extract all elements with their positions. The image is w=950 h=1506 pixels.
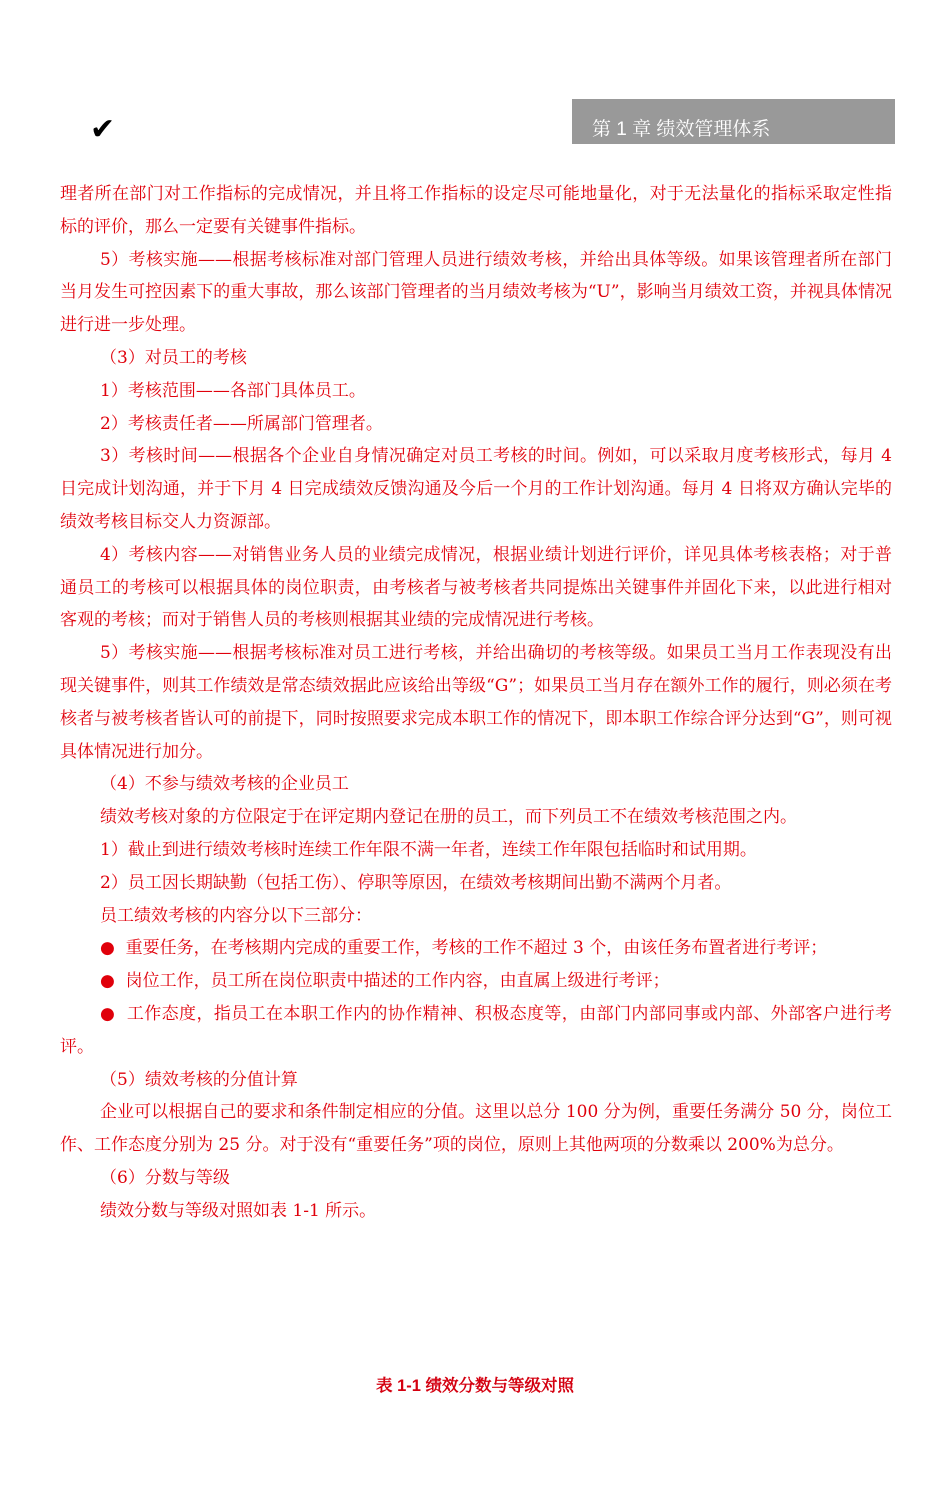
- paragraph: 企业可以根据自己的要求和条件制定相应的分值。这里以总分 100 分为例，重要任务满分 50 分，岗位工作、工作态度分别为 25 分。对于没有“重要任务”项的岗位，原则上其他两项的分数乘以 200%为总分。: [60, 1102, 892, 1156]
- paragraph: 4）考核内容——对销售业务人员的业绩完成情况，根据业绩计划进行评价，详见具体考核表格；对于普通员工的考核可以根据具体的岗位职责，由考核者与被考核者共同提炼出关键事件并固化下来，以此进行相对客观的考核；而对于销售人员的考核则根据其业绩的完成情况进行考核。: [60, 544, 892, 631]
- paragraph: 3）考核时间——根据各个企业自身情况确定对员工考核的时间。例如，可以采取月度考核形式，每月 4 日完成计划沟通，并于下月 4 日完成绩效反馈沟通及今后一个月的工作计划沟通。每月 4 日将双方确认完毕的绩效考核目标交人力资源部。: [60, 446, 892, 532]
- paragraph: 绩效考核对象的方位限定于在评定期内登记在册的员工，而下列员工不在绩效考核范围之内。: [100, 807, 797, 828]
- paragraph: 5）考核实施——根据考核标准对员工进行考核，并给出确切的考核等级。如果员工当月工作表现没有出现关键事件，则其工作绩效是常态绩效据此应该给出等级“G”；如果员工当月存在额外工作的履行，则必须在考核者与被考核者皆认可的前提下，同时按照要求完成本职工作的情况下，即本职工作综合评分达到“G”，则可视具体情况进行加分。: [60, 643, 892, 762]
- section-heading: （4）不参与绩效考核的企业员工: [100, 774, 349, 795]
- bullet-text: 岗位工作，员工所在岗位职责中描述的工作内容，由直属上级进行考评；: [125, 971, 670, 992]
- bullet-item: [60, 932, 892, 965]
- table-caption: 表 1-1 绩效分数与等级对照: [375, 1377, 575, 1395]
- paragraph: 绩效分数与等级对照如表 1-1 所示。: [100, 1200, 377, 1221]
- paragraph: 5）考核实施——根据考核标准对部门管理人员进行绩效考核，并给出具体等级。如果该管理者所在部门当月发生可控因素下的重大事故，那么该部门管理者的当月绩效考核为“U”，影响当月绩效工资，并视具体情况进行进一步处理。: [60, 249, 892, 336]
- bullet-icon: ●: [100, 938, 115, 959]
- paragraph: 2）考核责任者——所属部门管理者。: [100, 413, 383, 434]
- paragraph: 1）截止到进行绩效考核时连续工作年限不满一年者，连续工作年限包括临时和试用期。: [100, 839, 757, 860]
- paragraph: 1）考核范围——各部门具体员工。: [100, 380, 366, 401]
- bullet-item: [60, 998, 892, 1064]
- checkmark-icon: ✔: [90, 112, 116, 147]
- section-heading: （5）绩效考核的分值计算: [100, 1069, 298, 1090]
- chapter-title: 第 1 章 绩效管理体系: [592, 119, 771, 140]
- bullet-icon: ●: [100, 1003, 116, 1024]
- body-text: [60, 178, 892, 1228]
- bullet-icon: ●: [100, 971, 115, 992]
- bullet-text: 工作态度，指员工在本职工作内的协作精神、积极态度等，由部门内部同事或内部、外部客户进行考评。: [60, 1003, 892, 1057]
- section-heading: （6）分数与等级: [100, 1167, 230, 1188]
- section-heading: （3）对员工的考核: [100, 347, 247, 368]
- bullet-text: 重要任务，在考核期内完成的重要工作，考核的工作不超过 3 个，由该任务布置者进行考评；: [125, 938, 828, 959]
- chapter-header: [572, 99, 895, 144]
- paragraph: 理者所在部门对工作指标的完成情况，并且将工作指标的设定尽可能地量化，对于无法量化的指标采取定性指标的评价，那么一定要有关键事件指标。: [60, 184, 892, 237]
- bullet-item: [60, 965, 892, 998]
- paragraph: 员工绩效考核的内容分以下三部分：: [100, 905, 372, 926]
- paragraph: 2）员工因长期缺勤（包括工伤）、停职等原因，在绩效考核期间出勤不满两个月者。: [100, 872, 732, 893]
